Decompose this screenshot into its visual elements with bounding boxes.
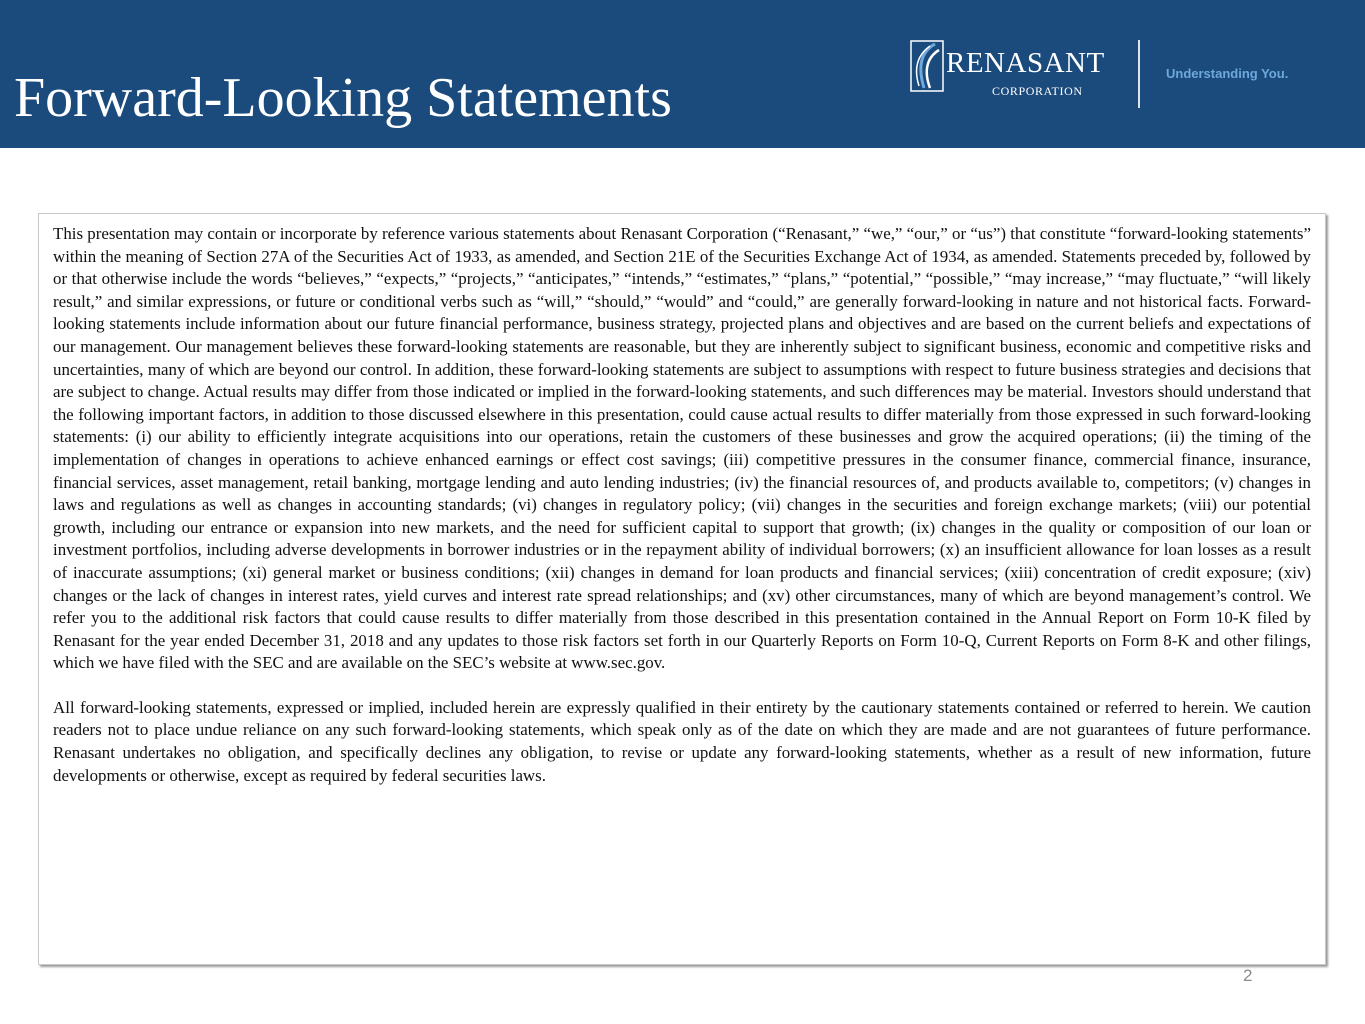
disclaimer-box [38, 213, 1326, 965]
page-title: Forward-Looking Statements [14, 67, 672, 129]
tagline: Understanding You. [1166, 66, 1289, 81]
logo-wordmark: RENASANT [946, 47, 1105, 79]
logo-subtitle: CORPORATION [992, 84, 1083, 98]
renasant-leaf-icon [910, 40, 944, 92]
company-logo [900, 34, 1340, 114]
logo-divider [1138, 40, 1140, 108]
header-banner [0, 0, 1365, 148]
disclaimer-paragraph-2: All forward-looking statements, expressed or implied, included herein are expressly qualified in their entirety by the cautionary statements contained or referred to herein. We caution readers not to place undue reliance on any such forward-looking statements, which speak only as of the date on which they are made and are not guarantees of future performance. Renasant undertakes no obligation, and specifically declines any obligation, to revise or update any forward-looking statements, whether as a result of new information, future developments or otherwise, except as required by federal securities laws. [53, 697, 1311, 785]
page-number: 2 [1243, 966, 1253, 985]
disclaimer-paragraph-1: This presentation may contain or incorporate by reference various statements about Renasant Corporation (“Renasant,” “we,” “our,” or “us”) that constitute “forward-looking statements” within the meaning of Section 27A of the Securities Act of 1933, as amended, and Section 21E of the Securities Exchange Act of 1934, as amended. Statements preceded by, followed by or that otherwise include the words “believes,” “expects,” “projects,” “anticipates,” “intends,” “estimates,” “plans,” “potential,” “possible,” “may increase,” “may fluctuate,” “will likely result,” and similar expressions, or future or conditional verbs such as “will,” “should,” “would” and “could,” are generally forward-looking in nature and not historical facts. Forward-looking statements include information about our future financial performance, business strategy, projected plans and objectives and are based on the current beliefs and expectations of our management. Our management believes these forward-looking statements are reasonable, but they are inherently subject to significant business, economic and competitive risks and uncertainties, many of which are beyond our control. In addition, these forward-looking statements are subject to assumptions with respect to future business strategies and decisions that are subject to change. Actual results may differ from those indicated or implied in the forward-looking statements, and such differences may be material. Investors should understand that the following important factors, in addition to those discussed elsewhere in this presentation, could cause actual results to differ materially from those expressed in such forward-looking statements: (i) our ability to efficiently integrate acquisitions into our operations, retain the customers of these businesses and grow the acquired operations; (ii) the timing of the implementation of changes in operations to achieve enhanced earnings or effect cost savings; (iii) competitive pressures in the consumer finance, commercial finance, insurance, financial services, asset management, retail banking, mortgage lending and auto lending industries; (iv) the financial resources of, and products available to, competitors; (v) changes in laws and regulations as well as changes in accounting standards; (vi) changes in regulatory policy; (vii) changes in the securities and foreign exchange markets; (viii) our potential growth, including our entrance or expansion into new markets, and the need for sufficient capital to support that growth; (ix) changes in the quality or composition of our loan or investment portfolios, including adverse developments in borrower industries or in the repayment ability of individual borrowers; (x) an insufficient allowance for loan losses as a result of inaccurate assumptions; (xi) general market or business conditions; (xii) changes in demand for loan products and financial services; (xiii) concentration of credit exposure; (xiv) changes or the lack of changes in interest rates, yield curves and interest rate spread relationships; and (xv) other circumstances, many of which are beyond management’s control. We refer you to the additional risk factors that could cause results to differ materially from those described in this presentation contained in the Annual Report on Form 10-K filed by Renasant for the year ended December 31, 2018 and any updates to those risk factors set forth in our Quarterly Reports on Form 10-Q, Current Reports on Form 8-K and other filings, which we have filed with the SEC and are available on the SEC’s website at www.sec.gov. [53, 224, 1311, 673]
